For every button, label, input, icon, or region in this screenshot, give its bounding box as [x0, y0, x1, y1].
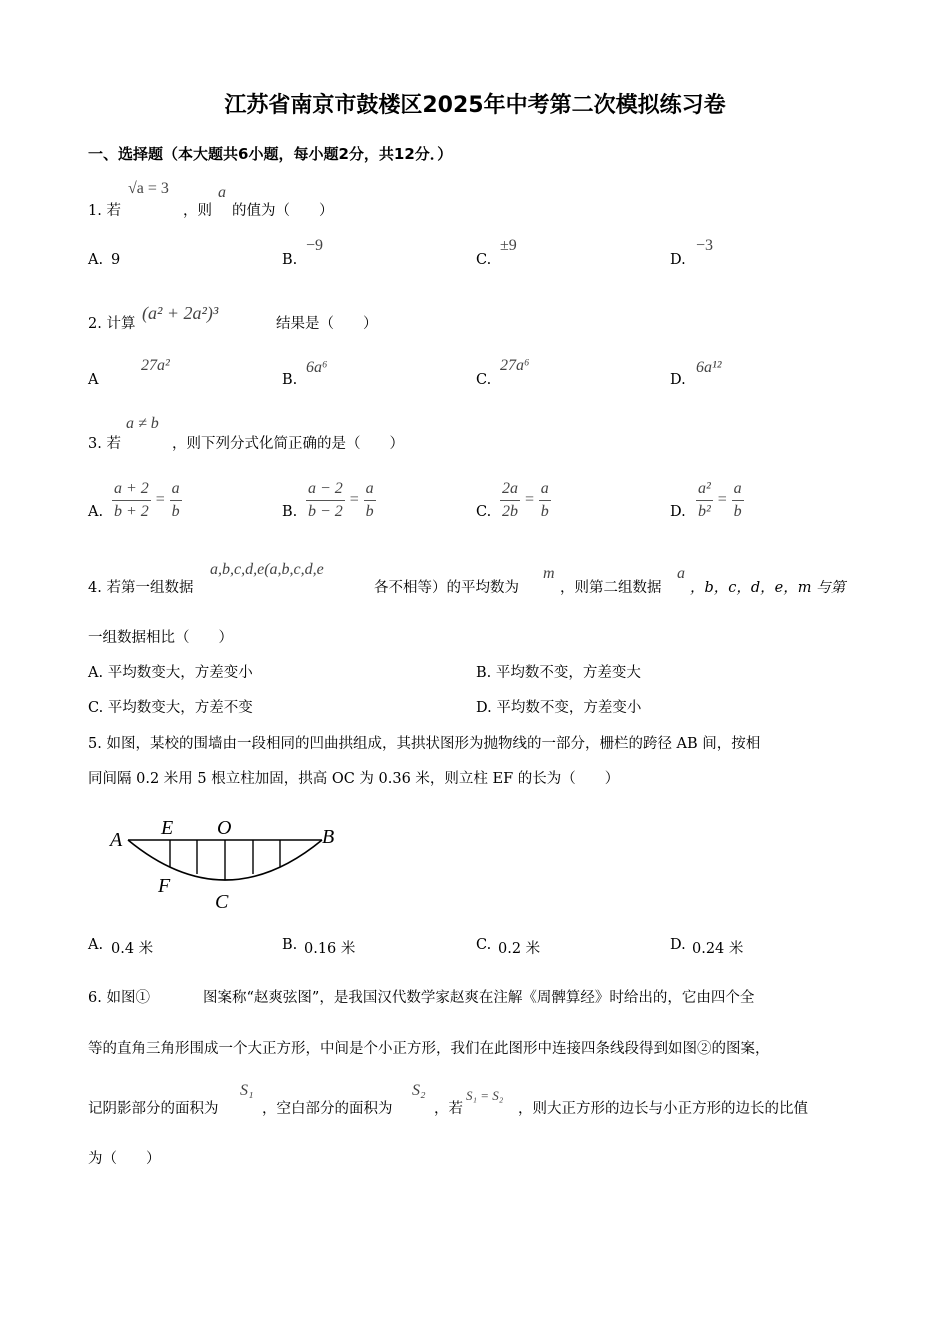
q5-line2: 同间隔 0.2 米用 5 根立柱加固，拱高 OC 为 0.36 米，则立柱 EF 的长为（ ） — [88, 771, 620, 787]
q3-option-c — [500, 480, 551, 520]
q1-option-a-label: A. — [88, 252, 104, 268]
q3-a-lhs-num: a + 2 — [112, 480, 151, 501]
q3-a-lhs — [112, 480, 151, 520]
q5-option-a-label: A. — [88, 937, 104, 953]
q4-option-b: B. 平均数不变，方差变大 — [476, 665, 641, 681]
q3-a-equals: = — [154, 491, 166, 509]
label-c: C — [215, 891, 229, 913]
q3-b-lhs — [306, 480, 345, 520]
q5-option-a: 0.4 米 — [111, 941, 154, 957]
q4-option-c: C. 平均数变大，方差不变 — [88, 700, 253, 716]
q4-expression: a,b,c,d,e(a,b,c,d,e — [210, 561, 324, 578]
arch-figure — [100, 810, 350, 915]
q3-c-lhs — [500, 480, 520, 520]
q3-suffix: ，则下列分式化简正确的是（ ） — [172, 436, 404, 452]
q2-option-c-label: C. — [476, 372, 492, 388]
q4-var2: a — [677, 565, 685, 582]
q3-c-rhs-num: a — [539, 480, 551, 501]
q3-d-rhs — [732, 480, 744, 520]
q1-var: a — [218, 184, 226, 201]
q3-a-rhs — [170, 480, 182, 520]
q3-a-lhs-den: b + 2 — [114, 502, 149, 520]
q3-b-rhs — [364, 480, 376, 520]
q1-suffix: 的值为（ ） — [232, 203, 334, 219]
q4-option-d: D. 平均数不变，方差变小 — [476, 700, 642, 716]
q3-b-lhs-num: a − 2 — [306, 480, 345, 501]
q3-c-equals: = — [524, 491, 535, 509]
q1-mid: ，则 — [183, 203, 212, 219]
q3-b-lhs-den: b − 2 — [308, 502, 343, 520]
q3-option-d — [696, 480, 744, 520]
q6-line1b: 图案称“赵爽弦图”，是我国汉代数学家赵爽在注解《周髀算经》时给出的，它由四个全 — [203, 990, 755, 1006]
section-heading: 一、选择题（本大题共6小题，每小题2分，共12分．） — [88, 145, 453, 163]
q4-line2: 一组数据相比（ ） — [88, 630, 233, 646]
q5-option-c-label: C. — [476, 937, 492, 953]
q5-line1: 5. 如图，某校的围墙由一段相同的凹曲拱组成，其拱状图形为抛物线的一部分，栅栏的跨径 AB 间，按相 — [88, 736, 761, 752]
q1-prefix: 1. 若 — [88, 203, 121, 219]
q2-prefix: 2. 计算 — [88, 316, 136, 332]
q1-option-d-label: D. — [670, 252, 686, 268]
q5-option-c: 0.2 米 — [498, 941, 541, 957]
q3-option-b-label: B. — [282, 504, 298, 520]
q3-c-rhs — [539, 480, 551, 520]
q3-d-lhs-den: b² — [698, 502, 711, 520]
q3-prefix: 3. 若 — [88, 436, 121, 452]
q1-option-b: −9 — [306, 237, 324, 254]
q3-condition: a ≠ b — [126, 415, 159, 432]
label-o: O — [217, 817, 232, 839]
q6-equation: S₁ = S₂ — [466, 1088, 504, 1103]
q2-option-a-label: A — [88, 372, 99, 388]
q2-option-c: 27a⁶ — [500, 357, 530, 374]
q6-line3d: ，则大正方形的边长与小正方形的边长的比值 — [518, 1101, 808, 1117]
q6-line2: 等的直角三角形围成一个大正方形，中间是个小正方形，我们在此图形中连接四条线段得到如图②的图案， — [88, 1041, 770, 1057]
q2-option-b: 6a⁶ — [306, 359, 328, 376]
q6-line3a: 记阴影部分的面积为 — [88, 1101, 219, 1117]
q4-mid: 各不相等）的平均数为 — [374, 580, 519, 596]
q2-expression: (a² + 2a²)³ — [142, 303, 219, 323]
label-b: B — [322, 826, 335, 848]
label-a: A — [110, 829, 123, 851]
q3-option-a-label: A. — [88, 504, 104, 520]
q1-option-d: −3 — [696, 237, 714, 254]
q1-option-b-label: B. — [282, 252, 298, 268]
q4-mid2: ，则第二组数据 — [560, 580, 662, 596]
q4-var: m — [543, 565, 555, 582]
q2-option-d: 6a¹² — [696, 359, 722, 376]
q1-option-c: ±9 — [500, 237, 517, 254]
q4-option-a: A. 平均数变大，方差变小 — [88, 665, 253, 681]
q5-option-b: 0.16 米 — [304, 941, 356, 957]
q2-option-b-label: B. — [282, 372, 298, 388]
q2-suffix: 结果是（ ） — [276, 316, 378, 332]
page-title: 江苏省南京市鼓楼区2025年中考第二次模拟练习卷 — [224, 93, 726, 118]
q3-a-rhs-den: b — [171, 502, 180, 520]
q3-d-lhs-num: a² — [696, 480, 713, 501]
q6-s2: S₂ — [412, 1082, 426, 1099]
q4-tail: ，b，c，d，e，m 与第 — [690, 580, 846, 596]
q1-option-a: 9 — [111, 252, 121, 268]
label-e: E — [161, 817, 174, 839]
q6-line3c: ，若 — [434, 1101, 463, 1117]
q3-c-lhs-den: 2b — [502, 502, 518, 520]
q3-d-rhs-num: a — [732, 480, 744, 501]
q3-d-equals: = — [716, 491, 728, 509]
q5-option-b-label: B. — [282, 937, 298, 953]
q6-line4: 为（ ） — [88, 1151, 161, 1167]
q3-b-equals: = — [348, 491, 360, 509]
q3-c-lhs-num: 2a — [500, 480, 520, 501]
q2-option-a: 27a² — [141, 357, 170, 374]
q6-line3b: ，空白部分的面积为 — [262, 1101, 393, 1117]
q3-d-lhs — [696, 480, 713, 520]
q2-option-d-label: D. — [670, 372, 686, 388]
q6-s1: S₁ — [240, 1082, 254, 1099]
q3-b-rhs-num: a — [364, 480, 376, 501]
label-f: F — [158, 875, 171, 897]
q5-option-d: 0.24 米 — [692, 941, 744, 957]
q3-option-b — [306, 480, 376, 520]
q4-prefix: 4. 若第一组数据 — [88, 580, 194, 596]
q5-option-d-label: D. — [670, 937, 686, 953]
q3-d-rhs-den: b — [733, 502, 742, 520]
q3-c-rhs-den: b — [540, 502, 549, 520]
q6-line1a: 6. 如图① — [88, 990, 150, 1006]
q1-condition: √a = 3 — [128, 180, 169, 197]
q3-option-d-label: D. — [670, 504, 686, 520]
q3-b-rhs-den: b — [365, 502, 374, 520]
q1-option-c-label: C. — [476, 252, 492, 268]
q3-option-c-label: C. — [476, 504, 492, 520]
q3-a-rhs-num: a — [170, 480, 182, 501]
q3-option-a — [112, 480, 182, 520]
